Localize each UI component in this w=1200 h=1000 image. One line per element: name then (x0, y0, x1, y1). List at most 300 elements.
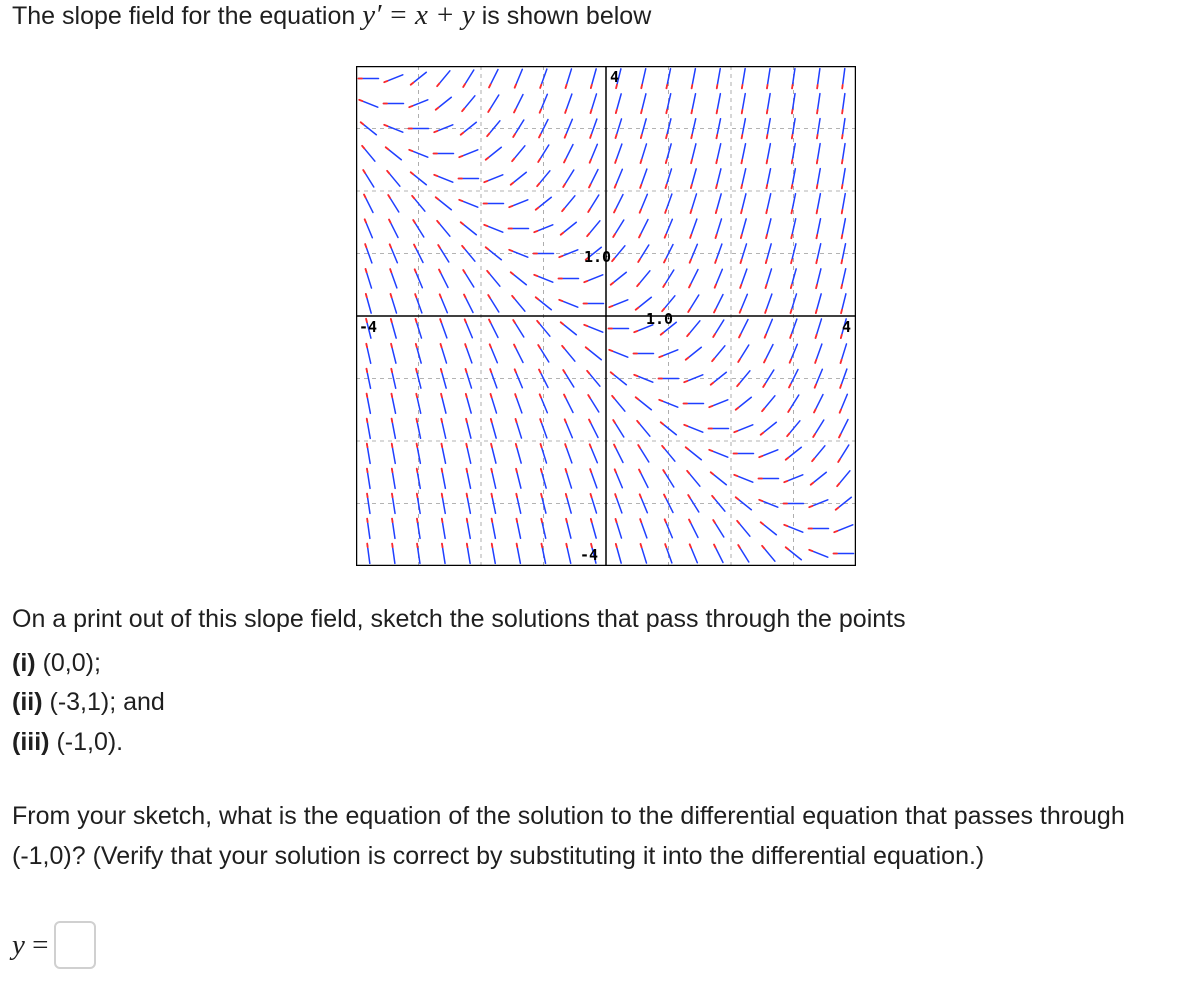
slope-segment-tail (766, 260, 767, 263)
slope-segment-tail (714, 309, 716, 312)
slope-segment-tail (514, 109, 516, 112)
slope-segment-tail (392, 519, 393, 522)
slope-segment-tail (487, 271, 489, 274)
point-value: (0,0); (42, 649, 101, 677)
slope-segment-tail (565, 135, 566, 138)
slope-segment-tail (765, 335, 766, 338)
slope-segment-tail (841, 285, 842, 288)
slope-segment-tail (813, 434, 815, 437)
slope-segment-tail (734, 475, 737, 476)
slope-segment-tail (587, 233, 589, 236)
slope-segment-tail (442, 494, 443, 497)
slope-segment-tail (442, 544, 443, 547)
point-label: (ii) (12, 688, 43, 716)
slope-segment-tail (416, 369, 417, 372)
slope-segment-tail (615, 469, 616, 472)
equation-lhs: y′ (362, 0, 382, 31)
slope-segment-tail (441, 444, 442, 447)
slope-segment-tail (442, 469, 443, 472)
slope-segment-tail (362, 146, 364, 149)
slope-segment-tail (564, 395, 566, 398)
slope-segment-tail (561, 322, 564, 324)
slope-segment-tail (663, 284, 665, 287)
point-label: (iii) (12, 728, 50, 756)
slope-segment-tail (511, 183, 514, 185)
slope-segment-tail (537, 183, 539, 186)
slope-segment-tail (515, 85, 516, 88)
slope-segment-tail (661, 422, 664, 424)
slope-segment-tail (459, 200, 462, 201)
slope-segment-tail (489, 84, 491, 87)
slope-segment-tail (812, 458, 814, 461)
slope-segment-tail (691, 160, 692, 163)
slope-segment-tail (687, 333, 689, 336)
slope-segment-tail (411, 172, 414, 174)
slope-segment-tail (537, 321, 539, 324)
slope-segment-tail (441, 419, 442, 422)
slope-segment-tail (842, 210, 843, 213)
slope-segment-tail (484, 225, 487, 226)
slope-segment-tail (664, 259, 666, 262)
slope-segment-tail (391, 344, 392, 347)
slope-segment-tail (484, 181, 487, 182)
slope-segment-tail (492, 544, 493, 547)
slope-segment-tail (591, 110, 592, 113)
slope-segment-tail (367, 469, 368, 472)
slope-segment-tail (534, 231, 537, 232)
slope-segment-tail (540, 394, 541, 397)
slope-segment-tail (767, 85, 768, 88)
slope-segment-tail (612, 396, 614, 399)
slope-segment-tail (584, 325, 587, 326)
slope-segment-tail (740, 285, 741, 288)
slope-segment-tail (515, 369, 516, 372)
slope-segment-tail (565, 419, 566, 422)
slope-segment-tail (515, 394, 516, 397)
slope-segment-tail (386, 147, 389, 149)
slope-segment-tail (691, 135, 692, 138)
slope-segment-tail (666, 135, 667, 138)
slope-segment-tail (466, 394, 467, 397)
slope-segment-tail (487, 133, 489, 136)
x-max-label: 4 (842, 318, 852, 336)
slope-segment-tail (412, 196, 414, 199)
slope-segment-tail (609, 350, 612, 351)
slope-segment-tail (665, 544, 666, 547)
slope-segment-tail (409, 106, 412, 107)
slope-segment-tail (566, 85, 567, 88)
slope-segment-tail (616, 544, 617, 547)
point-item-1 (12, 647, 101, 679)
slope-segment-tail (361, 122, 364, 124)
slope-segment-tail (741, 185, 742, 188)
slope-segment-tail (590, 469, 591, 472)
slope-segment-tail (438, 245, 440, 248)
slope-segment-tail (563, 370, 565, 373)
slope-segment-tail (538, 345, 540, 348)
slope-segment-tail (534, 275, 537, 276)
slope-segment-tail (738, 359, 740, 362)
point-item-2 (12, 686, 165, 718)
slope-segment-tail (764, 359, 766, 362)
slope-segment-tail (591, 85, 592, 88)
slope-segment-tail (492, 519, 493, 522)
slope-segment-tail (489, 320, 491, 323)
slope-segment-tail (491, 419, 492, 422)
slope-segment-tail (767, 160, 768, 163)
slope-segment-tail (387, 171, 389, 174)
slope-segment-tail (587, 371, 589, 374)
slope-segment-tail (817, 185, 818, 188)
slope-segment-tail (559, 256, 562, 257)
slope-segment-tail (417, 469, 418, 472)
slope-segment-tail (809, 506, 812, 507)
slope-segment-tail (742, 110, 743, 113)
equation-rhs: x + y (414, 0, 475, 31)
slope-segment-tail (787, 433, 789, 436)
slope-segment-tail (566, 544, 567, 547)
slope-segment-tail (809, 550, 812, 551)
slope-segment-tail (491, 469, 492, 472)
slope-segment-tail (641, 544, 642, 547)
slope-segment-tail (736, 497, 739, 499)
slope-segment-tail (590, 444, 591, 447)
equation-equals: = (388, 0, 408, 31)
slope-segment-tail (684, 381, 687, 382)
slope-segment-tail (462, 108, 464, 111)
slope-segment-tail (615, 160, 616, 163)
slope-segment-tail (666, 160, 667, 163)
slope-segment-tail (614, 445, 616, 448)
slope-segment-tail (834, 531, 837, 532)
slope-segment-tail (792, 110, 793, 113)
slope-segment-tail (590, 160, 591, 163)
slope-segment-tail (491, 494, 492, 497)
answer-row (12, 918, 96, 972)
slope-segment-tail (811, 483, 814, 485)
slope-segment-tail (486, 158, 489, 160)
slope-segment-tail (641, 110, 642, 113)
slope-segment-tail (716, 235, 717, 238)
slope-segment-tail (388, 195, 390, 198)
slope-segment-tail (538, 159, 540, 162)
slope-segment-tail (762, 546, 764, 549)
slope-segment-tail (636, 308, 639, 310)
slope-segment-tail (815, 385, 816, 388)
slope-segment-tail (842, 160, 843, 163)
slope-segment-tail (789, 384, 791, 387)
slope-segment-tail (434, 131, 437, 132)
slope-segment-tail (391, 294, 392, 297)
slope-segment-tail (638, 259, 640, 262)
slope-segment-tail (390, 269, 391, 272)
slope-segment-tail (464, 295, 466, 298)
slope-segment-tail (417, 544, 418, 547)
slope-segment-tail (766, 185, 767, 188)
slope-segment-tail (816, 285, 817, 288)
slope-segment-tail (792, 85, 793, 88)
slope-segment-tail (817, 110, 818, 113)
slope-segment-tail (784, 525, 787, 526)
slope-segment-tail (366, 344, 367, 347)
slope-segment-tail (440, 294, 441, 297)
slope-segment-tail (766, 285, 767, 288)
slope-segment-tail (792, 185, 793, 188)
slope-segment-tail (364, 195, 366, 198)
slope-segment-tail (391, 319, 392, 322)
slope-segment-tail (566, 519, 567, 522)
slope-segment-tail (715, 260, 716, 263)
slope-segment-tail (714, 545, 716, 548)
slope-segment-tail (741, 210, 742, 213)
slope-segment-tail (715, 285, 716, 288)
slope-segment-tail (516, 419, 517, 422)
slope-segment-tail (637, 421, 639, 424)
slope-segment-tail (742, 85, 743, 88)
slope-segment-tail (684, 425, 687, 426)
slope-segment-tail (640, 210, 641, 213)
slope-segment-tail (841, 310, 842, 313)
point-item-3 (12, 726, 123, 758)
slope-segment-tail (367, 444, 368, 447)
slope-segment-tail (659, 400, 662, 401)
slope-segment-tail (767, 135, 768, 138)
slope-segment-tail (691, 210, 692, 213)
slope-segment-tail (588, 209, 590, 212)
slope-segment-tail (565, 444, 566, 447)
slope-segment-tail (467, 544, 468, 547)
sketch-instruction: On a print out of this slope field, sketch the solutions that pass through the points (12, 605, 906, 633)
slope-segment-tail (836, 508, 839, 510)
slope-segment-tail (691, 110, 692, 113)
slope-segment-tail (659, 356, 662, 357)
slope-segment-tail (559, 300, 562, 301)
slope-segment-tail (390, 244, 391, 247)
slope-segment-tail (716, 160, 717, 163)
slope-segment-tail (840, 385, 841, 388)
slope-segment-tail (584, 281, 587, 282)
slope-segment-tail (409, 150, 412, 151)
question-text: From your sketch, what is the equation of the solution to the differential equation that passes through (-1,0)? (Verify that your solution is correct by substituting it into the differential equation.) (12, 802, 1125, 870)
slope-segment-tail (441, 344, 442, 347)
slope-segment-tail (687, 471, 689, 474)
slope-segment-tail (439, 270, 441, 273)
slope-segment-tail (786, 547, 789, 549)
slope-segment-tail (588, 395, 590, 398)
slope-segment-tail (513, 320, 515, 323)
slope-segment-tail (641, 135, 642, 138)
slope-segment-tail (561, 233, 564, 235)
slope-segment-tail (586, 347, 589, 349)
slope-segment-tail (711, 472, 714, 474)
slope-segment-tail (791, 310, 792, 313)
slope-segment-tail (666, 85, 667, 88)
slope-segment-tail (488, 295, 490, 298)
slope-segment-tail (662, 446, 664, 449)
slope-segment-tail (434, 175, 437, 176)
slope-segment-tail (759, 500, 762, 501)
slope-segment-tail (661, 333, 664, 335)
slope-segment-tail (564, 159, 566, 162)
slope-segment-tail (565, 110, 566, 113)
slope-segment-tail (392, 494, 393, 497)
slope-segment-tail (392, 419, 393, 422)
slope-segment-tail (541, 494, 542, 497)
slope-segment-tail (741, 160, 742, 163)
slope-segment-tail (440, 319, 441, 322)
slope-segment-tail (792, 135, 793, 138)
slope-segment-tail (540, 85, 541, 88)
slope-segment-tail (541, 544, 542, 547)
slope-segment-tail (466, 419, 467, 422)
slope-segment-tail (688, 309, 690, 312)
intro-prefix: The slope field for the equation (12, 2, 356, 30)
slope-segment-tail (392, 469, 393, 472)
slope-segment-tail (739, 334, 741, 337)
slope-segment-tail (466, 369, 467, 372)
slope-segment-tail (516, 519, 517, 522)
slope-segment-tail (717, 110, 718, 113)
slope-segment-tail (589, 184, 591, 187)
slope-segment-tail (512, 158, 514, 161)
slope-segment-tail (359, 100, 362, 101)
slope-segment-tail (540, 419, 541, 422)
slope-segment-tail (641, 85, 642, 88)
slope-segment-tail (416, 394, 417, 397)
slope-segment-tail (741, 235, 742, 238)
slope-segment-tail (541, 469, 542, 472)
slope-field-plot (356, 66, 856, 566)
slope-segment-tail (717, 85, 718, 88)
slope-segment-tail (639, 234, 641, 237)
slope-segment-tail (734, 431, 737, 432)
slope-segment-tail (840, 410, 841, 413)
slope-segment-tail (415, 269, 416, 272)
slope-segment-tail (712, 496, 714, 499)
slope-segment-tail (415, 294, 416, 297)
slope-segment-tail (817, 135, 818, 138)
slope-segment-tail (663, 470, 665, 473)
slope-segment-tail (490, 369, 491, 372)
slope-segment-tail (463, 270, 465, 273)
slope-segment-tail (763, 384, 765, 387)
y-max-label: 4 (610, 68, 620, 86)
slope-segment-tail (766, 235, 767, 238)
slope-segment-tail (367, 394, 368, 397)
slope-segment-tail (816, 310, 817, 313)
slope-segment-tail (767, 110, 768, 113)
slope-segment-tail (509, 250, 512, 251)
slope-segment-tail (491, 394, 492, 397)
slope-segment-tail (634, 375, 637, 376)
slope-segment-tail (413, 220, 415, 223)
problem-intro (12, 0, 651, 31)
slope-segment-tail (541, 519, 542, 522)
slope-segment-tail (416, 319, 417, 322)
slope-segment-tail (765, 310, 766, 313)
slope-segment-tail (467, 494, 468, 497)
slope-segment-tail (791, 260, 792, 263)
slope-segment-tail (391, 394, 392, 397)
slope-segment-tail (737, 521, 739, 524)
slope-segment-tail (791, 210, 792, 213)
slope-segment-tail (613, 420, 615, 423)
slope-segment-tail (791, 285, 792, 288)
slope-segment-tail (814, 409, 816, 412)
slope-segment-tail (691, 185, 692, 188)
slope-segment-tail (591, 494, 592, 497)
slope-segment-tail (616, 519, 617, 522)
slope-segment-tail (641, 160, 642, 163)
slope-segment-tail (566, 469, 567, 472)
slope-segment-tail (766, 210, 767, 213)
point-value: (-3,1); and (49, 688, 165, 716)
slope-segment-tail (636, 397, 639, 399)
slope-segment-tail (759, 456, 762, 457)
slope-segment-tail (486, 247, 489, 249)
slope-segment-tail (590, 135, 591, 138)
slope-segment-tail (392, 444, 393, 447)
slope-segment-tail (611, 372, 614, 374)
slope-segment-tail (842, 235, 843, 238)
slope-segment-tail (391, 369, 392, 372)
slope-segment-tail (664, 495, 666, 498)
slope-segment-tail (540, 110, 541, 113)
slope-segment-tail (609, 306, 612, 307)
slope-segment-tail (637, 283, 639, 286)
slope-segment-tail (816, 335, 817, 338)
slope-segment-tail (615, 185, 616, 188)
slope-segment-tail (640, 185, 641, 188)
slope-segment-tail (839, 434, 841, 437)
slope-segment-tail (841, 360, 842, 363)
slope-segment-tail (761, 522, 764, 524)
slope-segment-tail (509, 206, 512, 207)
slope-segment-tail (437, 221, 439, 224)
slope-segment-tail (514, 345, 516, 348)
answer-equals: = (32, 928, 49, 961)
slope-segment-tail (365, 219, 366, 222)
slope-segment-tail (616, 110, 617, 113)
slope-segment-tail (616, 135, 617, 138)
slope-segment-tail (411, 83, 414, 85)
slope-segment-tail (384, 81, 387, 82)
slope-segment-tail (816, 260, 817, 263)
slope-segment-tail (463, 84, 465, 87)
slope-segment-tail (640, 494, 641, 497)
point-value: (-1,0). (56, 728, 124, 756)
slope-segment-tail (389, 220, 391, 223)
slope-segment-tail (465, 319, 466, 322)
slope-segment-tail (441, 394, 442, 397)
slope-segment-tail (716, 185, 717, 188)
slope-segment-tail (516, 494, 517, 497)
slope-segment-tail (686, 447, 689, 449)
answer-input[interactable] (54, 921, 96, 969)
slope-segment-tail (566, 494, 567, 497)
slope-segment-tail (491, 444, 492, 447)
slope-segment-tail (716, 135, 717, 138)
slope-segment-tail (817, 210, 818, 213)
slope-segment-tail (665, 235, 666, 238)
slope-segment-tail (612, 258, 614, 261)
slope-segment-tail (737, 383, 739, 386)
x-unit-label: 1.0 (646, 310, 674, 328)
slope-segment-tail (539, 370, 541, 373)
slope-segment-tail (634, 331, 637, 332)
slope-segment-tail (442, 519, 443, 522)
slope-segment-tail (563, 184, 565, 187)
